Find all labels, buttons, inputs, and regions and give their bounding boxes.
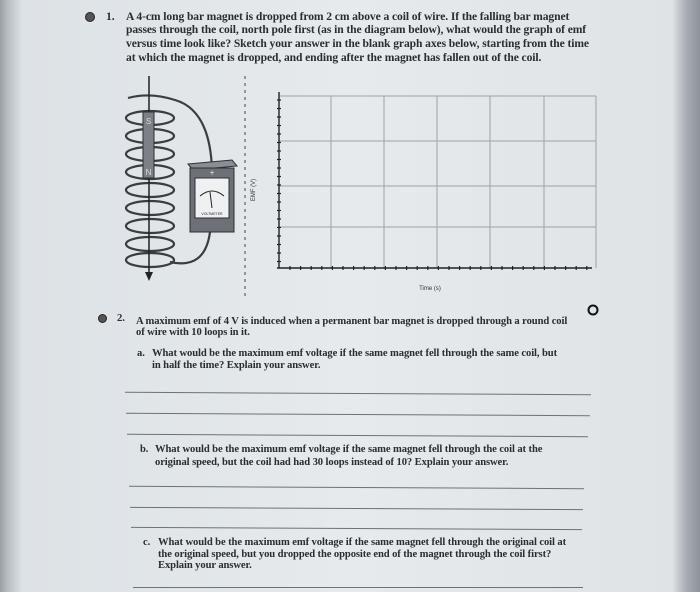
- bar-magnet-icon: [143, 112, 154, 178]
- part-c-line: Explain your answer.: [158, 560, 252, 571]
- part-a-line: in half the time? Explain your answer.: [152, 360, 321, 371]
- question-2-line: A maximum emf of 4 V is induced when a permanent bar magnet is dropped through a round coil: [136, 316, 568, 327]
- blank-graph: [279, 96, 596, 268]
- graph-x-axis-label: Time (s): [419, 286, 441, 292]
- question-1-line: passes through the coil, north pole first (as in the diagram below), what would the graph of emf: [126, 23, 587, 36]
- part-a-letter: a.: [137, 348, 145, 359]
- question-1-line: versus time look like? Sketch your answer in the blank graph axes below, starting from the time: [126, 37, 589, 50]
- graph-y-axis-label: EMF (V): [251, 178, 257, 202]
- question-1-line: at which the magnet is dropped, and ending after the magnet has fallen out of the coil.: [126, 51, 542, 64]
- voltmeter-plus-label: +: [209, 168, 215, 178]
- part-b-line: What would be the maximum emf voltage if the same magnet fell through the coil at the: [155, 444, 543, 455]
- magnet-north-label: N: [145, 168, 152, 177]
- question-1-line: A 4-cm long bar magnet is dropped from 2 cm above a coil of wire. If the falling bar magnet: [126, 10, 570, 23]
- question-1-number: 1.: [106, 10, 115, 23]
- part-c-line: the original speed, but you dropped the opposite end of the magnet through the coil first?: [158, 549, 552, 560]
- voltmeter-label: VOLTMETER: [201, 212, 223, 216]
- question-2-bullet-icon: [98, 314, 107, 323]
- graph-axes: [277, 92, 592, 268]
- answer-line-c1[interactable]: [133, 587, 583, 588]
- question-2-number: 2.: [117, 313, 125, 324]
- axis-ticks: [277, 100, 587, 270]
- magnet-south-label: S: [145, 117, 152, 126]
- circle-mark-icon: [589, 306, 598, 315]
- question-2-line: of wire with 10 loops in it.: [136, 327, 250, 338]
- voltmeter-icon: [188, 160, 237, 232]
- part-c-letter: c.: [143, 537, 151, 548]
- part-a-line: What would be the maximum emf voltage if the same magnet fell through the same coil, but: [152, 348, 558, 359]
- part-b-letter: b.: [140, 444, 149, 455]
- part-b-line: original speed, but the coil had had 30 loops instead of 10? Explain your answer.: [155, 457, 509, 468]
- part-c-line: What would be the maximum emf voltage if the same magnet fell through the original coil at: [158, 537, 567, 548]
